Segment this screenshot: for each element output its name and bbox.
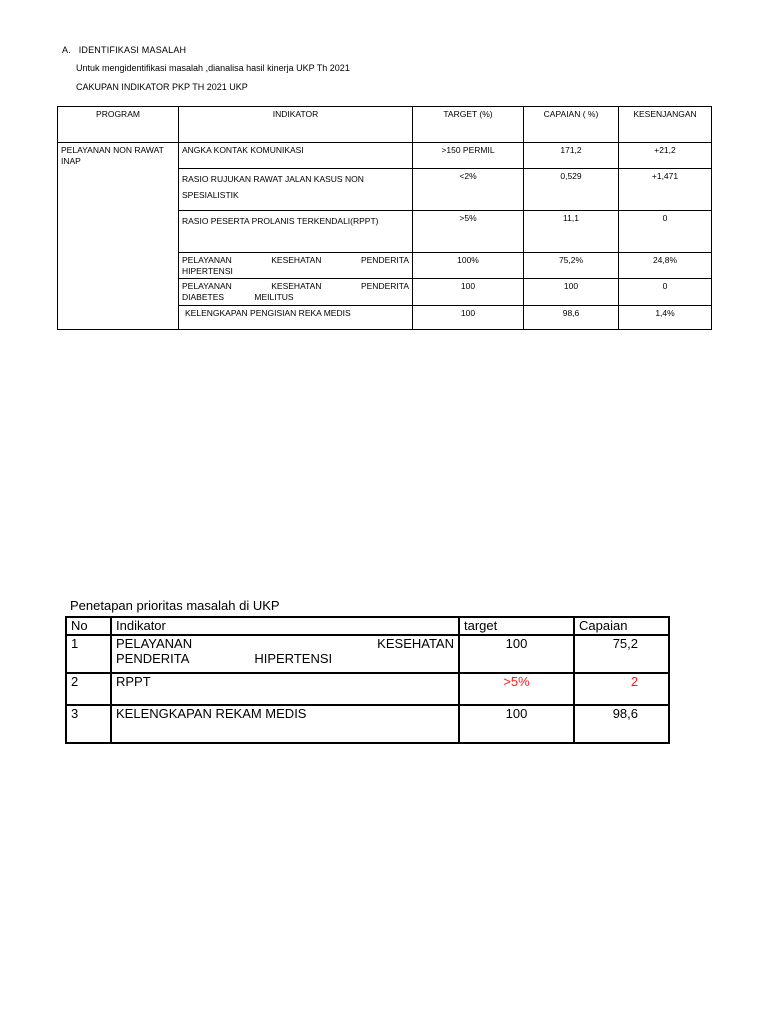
header-program: PROGRAM [58, 107, 179, 143]
kesenjangan-cell: 24,8% [619, 253, 712, 279]
table-header-row [58, 107, 712, 143]
priority-table [65, 616, 670, 744]
table-subtitle: CAKUPAN INDIKATOR PKP TH 2021 UKP [76, 82, 248, 92]
table-row [66, 635, 669, 673]
no-cell: 2 [66, 673, 111, 705]
table-row [66, 673, 669, 705]
header-capaian: Capaian [574, 617, 669, 635]
section-title: IDENTIFIKASI MASALAH [78, 45, 187, 55]
target-cell: >5% [459, 673, 574, 705]
capaian-cell: 75,2 [574, 635, 669, 673]
indikator-cell: PELAYANAN KESEHATAN PENDERITA HIPERTENSI [179, 253, 413, 279]
target-cell: <2% [413, 169, 524, 211]
indikator-cell: RASIO PESERTA PROLANIS TERKENDALI(RPPT) [179, 211, 413, 253]
header-kesenjangan: KESENJANGAN [619, 107, 712, 143]
indikator-cell: KELENGKAPAN PENGISIAN REKA MEDIS [179, 305, 413, 329]
capaian-cell: 171,2 [524, 143, 619, 169]
priority-table-title: Penetapan prioritas masalah di UKP [70, 598, 280, 613]
section-heading [62, 45, 186, 55]
header-capaian: CAPAIAN ( %) [524, 107, 619, 143]
capaian-cell: 0,529 [524, 169, 619, 211]
capaian-cell: 11,1 [524, 211, 619, 253]
target-cell: >150 PERMIL [413, 143, 524, 169]
indikator-cell: ANGKA KONTAK KOMUNIKASI [179, 143, 413, 169]
header-indikator: Indikator [111, 617, 459, 635]
header-no: No [66, 617, 111, 635]
kesenjangan-cell: 0 [619, 211, 712, 253]
priority-header-row [66, 617, 669, 635]
table-row [66, 705, 669, 743]
capaian-cell: 98,6 [524, 305, 619, 329]
capaian-cell: 75,2% [524, 253, 619, 279]
program-cell: PELAYANAN NON RAWAT INAP [58, 143, 179, 330]
no-cell: 1 [66, 635, 111, 673]
indikator-cell: KELENGKAPAN REKAM MEDIS [111, 705, 459, 743]
header-target: TARGET (%) [413, 107, 524, 143]
intro-text: Untuk mengidentifikasi masalah ,dianalisa hasil kinerja UKP Th 2021 [76, 63, 350, 73]
no-cell: 3 [66, 705, 111, 743]
indikator-cell: PELAYANAN KESEHATAN PENDERITA DIABETES MEILITUS [179, 279, 413, 305]
table-row [58, 143, 712, 169]
capaian-cell: 98,6 [574, 705, 669, 743]
kesenjangan-cell: 1,4% [619, 305, 712, 329]
section-number: A. [62, 45, 71, 55]
kesenjangan-cell: +1,471 [619, 169, 712, 211]
target-cell: 100 [459, 635, 574, 673]
target-cell: 100 [413, 305, 524, 329]
kesenjangan-cell: 0 [619, 279, 712, 305]
indikator-cell: RASIO RUJUKAN RAWAT JALAN KASUS NON SPESIALISTIK [179, 169, 413, 211]
indikator-table [57, 106, 712, 330]
target-cell: 100% [413, 253, 524, 279]
header-indikator: INDIKATOR [179, 107, 413, 143]
capaian-cell: 100 [524, 279, 619, 305]
target-cell: 100 [413, 279, 524, 305]
kesenjangan-cell: +21,2 [619, 143, 712, 169]
header-target: target [459, 617, 574, 635]
indikator-cell: PELAYANAN KESEHATAN PENDERITA HIPERTENSI [111, 635, 459, 673]
target-cell: 100 [459, 705, 574, 743]
capaian-cell: 2 [574, 673, 669, 705]
target-cell: >5% [413, 211, 524, 253]
indikator-cell: RPPT [111, 673, 459, 705]
